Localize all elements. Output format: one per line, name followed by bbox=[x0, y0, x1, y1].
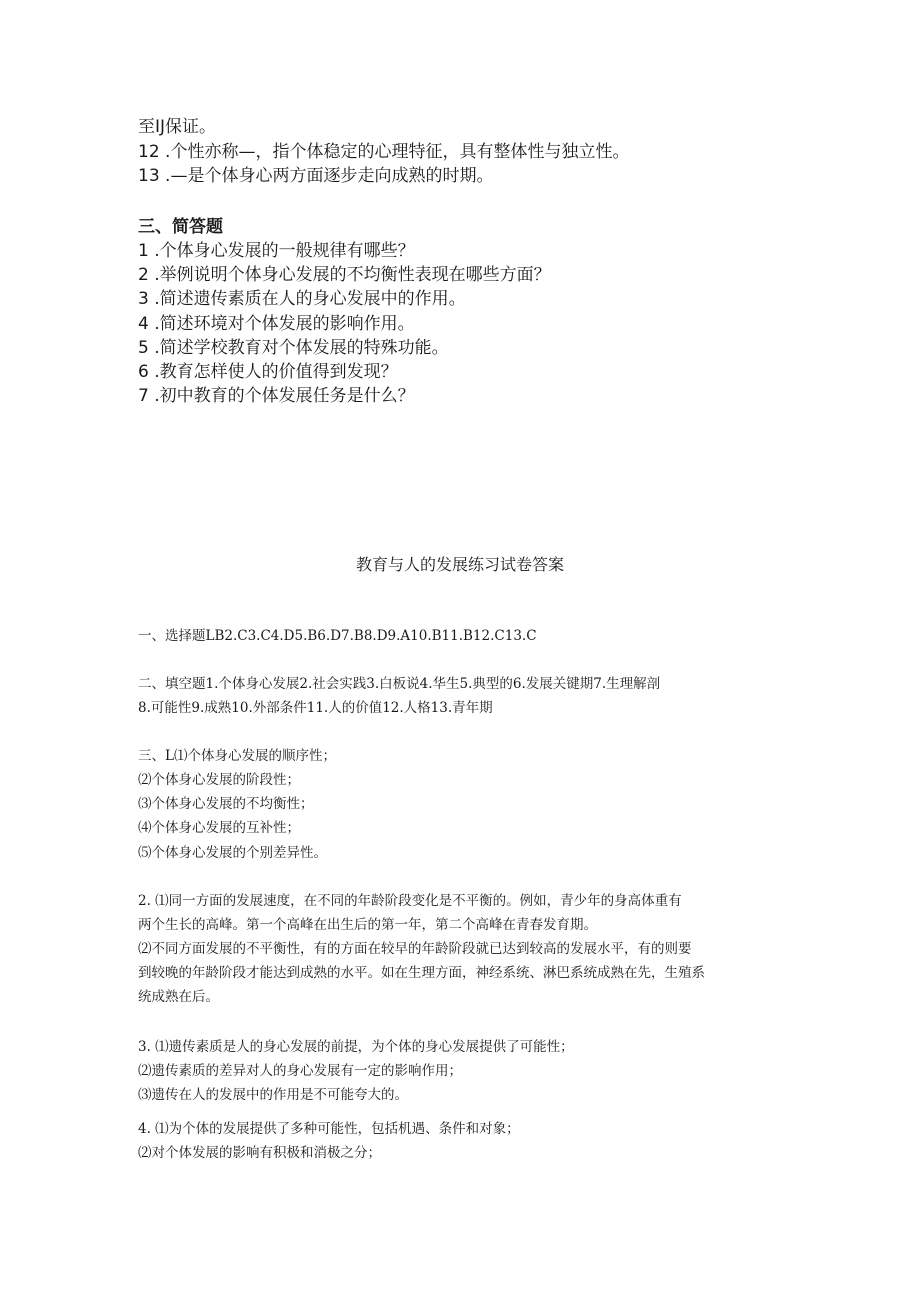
answer-1-line-4: ⑷个体身心发展的互补性； bbox=[138, 820, 300, 836]
fill-blank-question-13: 13 .—是个体身心两方面逐步走向成熟的时期。 bbox=[138, 166, 494, 186]
fill-blank-question-12: 12 .个性亦称—，指个体稳定的心理特征，具有整体性与独立性。 bbox=[138, 142, 630, 162]
short-answer-question-2: 2 .举例说明个体身心发展的不均衡性表现在哪些方面？ bbox=[138, 265, 551, 285]
fill-answers-line-2: 8.可能性9.成熟10.外部条件11.人的价值12.人格13.青年期 bbox=[138, 700, 493, 716]
short-answer-question-5: 5 .简述学校教育对个体发展的特殊功能。 bbox=[138, 338, 449, 358]
answer-4-line-2: ⑵对个体发展的影响有积极和消极之分； bbox=[138, 1145, 381, 1161]
answer-1-line-5: ⑸个体身心发展的个别差异性。 bbox=[138, 845, 327, 861]
answer-key-title: 教育与人的发展练习试卷答案 bbox=[355, 555, 564, 574]
answer-2-line-5: 统成熟在后。 bbox=[138, 989, 219, 1005]
answer-1-line-1: 三、L⑴个体身心发展的顺序性； bbox=[138, 748, 336, 764]
answer-2-line-1: 2. ⑴同一方面的发展速度，在不同的年龄阶段变化是不平衡的。例如，青少年的身高体重有 bbox=[138, 893, 682, 909]
short-answer-question-6: 6 .教育怎样使人的价值得到发现？ bbox=[138, 362, 398, 382]
short-answer-question-4: 4 .简述环境对个体发展的影响作用。 bbox=[138, 314, 415, 334]
answer-2-line-4: 到较晚的年龄阶段才能达到成熟的水平。如在生理方面，神经系统、淋巴系统成熟在先，生殖系 bbox=[138, 965, 705, 981]
short-answer-question-1: 1 .个体身心发展的一般规律有哪些？ bbox=[138, 241, 415, 261]
short-answer-heading: 三、简答题 bbox=[138, 217, 223, 237]
answer-3-line-2: ⑵遗传素质的差异对人的身心发展有一定的影响作用； bbox=[138, 1063, 462, 1079]
short-answer-question-7: 7 .初中教育的个体发展任务是什么？ bbox=[138, 386, 415, 406]
answer-2-line-2: 两个生长的高峰。第一个高峰在出生后的第一年，第二个高峰在青春发育期。 bbox=[138, 917, 597, 933]
short-answer-question-3: 3 .简述遗传素质在人的身心发展中的作用。 bbox=[138, 289, 466, 309]
answer-2-line-3: ⑵不同方面发展的不平衡性，有的方面在较早的年龄阶段就已达到较高的发展水平，有的则要 bbox=[138, 941, 692, 957]
answer-3-line-3: ⑶遗传在人的发展中的作用是不可能夸大的。 bbox=[138, 1087, 408, 1103]
fill-blank-continuation: 至IJ保证。 bbox=[138, 117, 217, 137]
fill-answers-line-1: 二、填空题1.个体身心发展2.社会实践3.白板说4.华生5.典型的6.发展关键期7.生理解剖 bbox=[138, 676, 661, 692]
choice-answers: 一、选择题LB2.C3.C4.D5.B6.D7.B8.D9.A10.B11.B12.C13.C bbox=[138, 628, 537, 644]
answer-1-line-2: ⑵个体身心发展的阶段性； bbox=[138, 772, 300, 788]
answer-1-line-3: ⑶个体身心发展的不均衡性； bbox=[138, 796, 314, 812]
answer-4-line-1: 4. ⑴为个体的发展提供了多种可能性，包括机遇、条件和对象； bbox=[138, 1121, 520, 1137]
answer-3-line-1: 3. ⑴遗传素质是人的身心发展的前提，为个体的身心发展提供了可能性； bbox=[138, 1039, 574, 1055]
